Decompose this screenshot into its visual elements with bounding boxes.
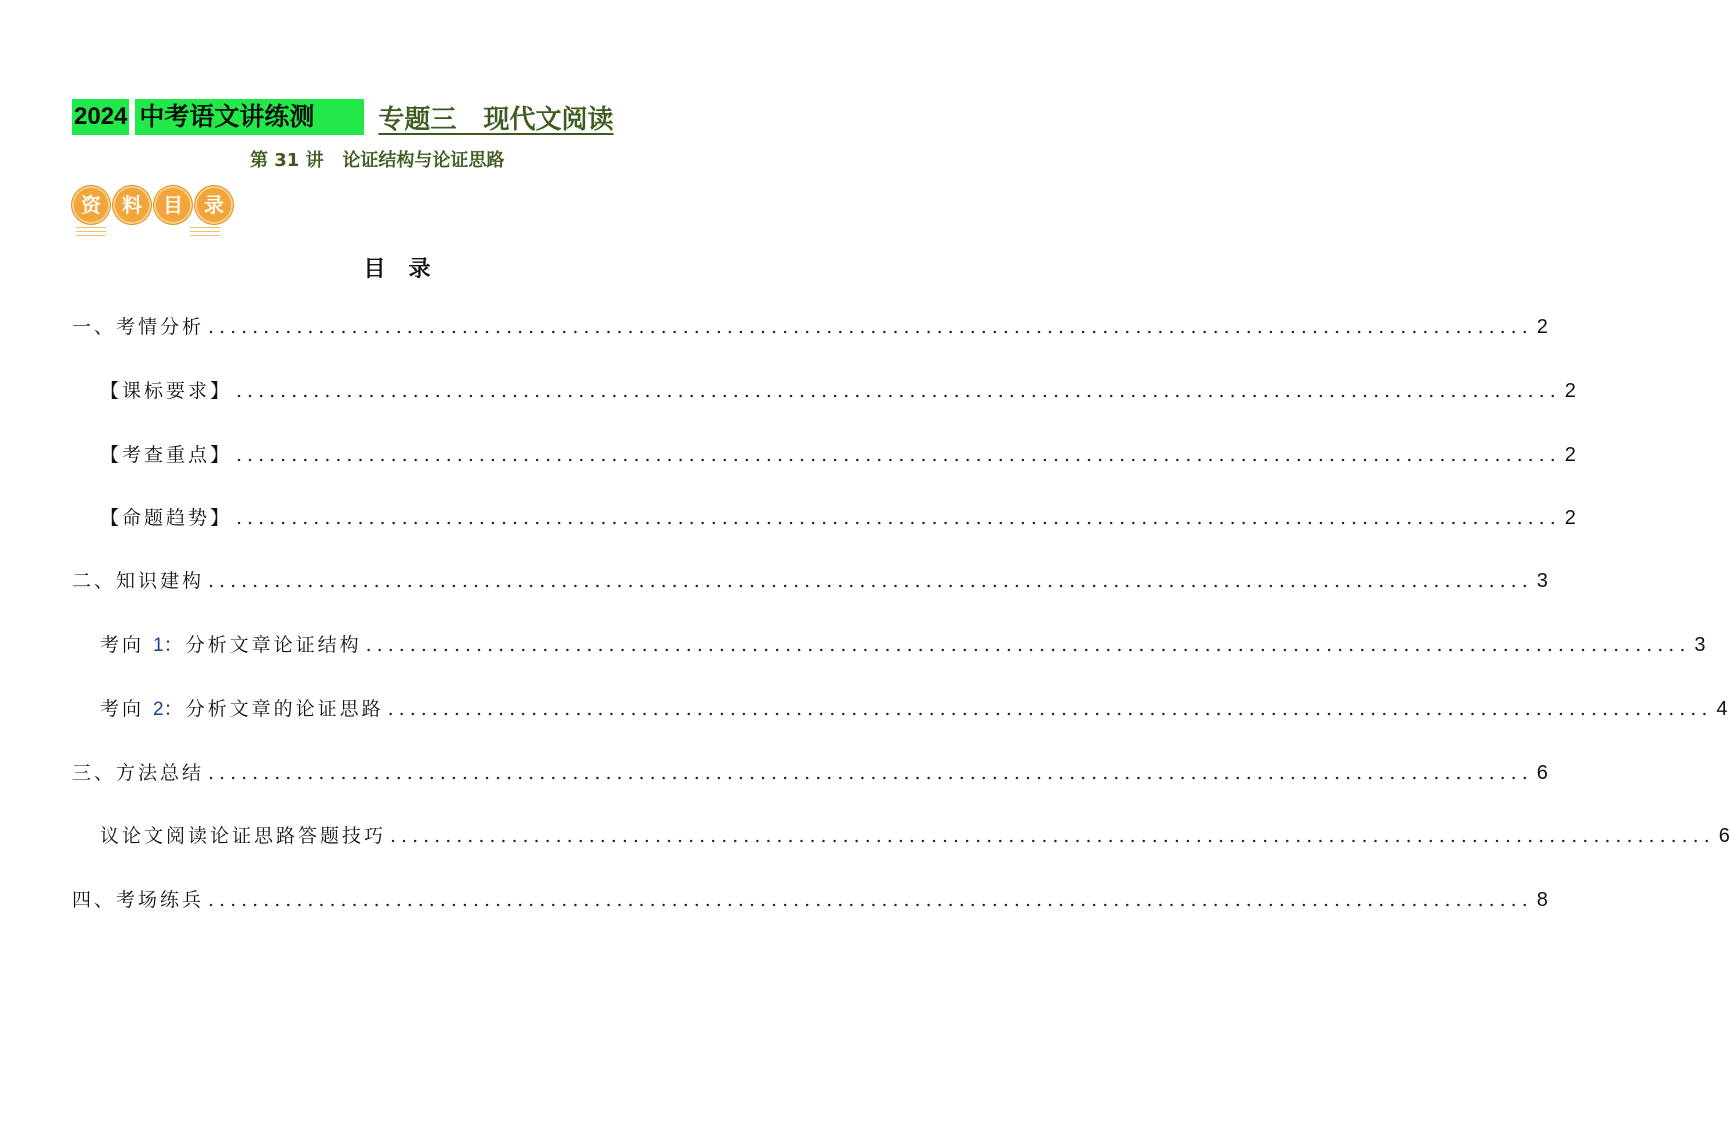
toc-entry-label: 考向 1：分析文章论证结构 (100, 634, 362, 656)
toc-entry-label: 二、知识建构 (72, 570, 205, 592)
toc-entry[interactable] (100, 694, 1728, 724)
lecture-title: 第 31 讲 论证结构与论证思路 (250, 150, 505, 171)
toc-leader-dots: ........................................................................................................................ (208, 570, 1533, 592)
badge-char: 料 (113, 186, 151, 224)
toc-leader-dots: ........................................................................................................................ (236, 380, 1561, 402)
toc-entry[interactable] (72, 312, 1548, 342)
toc-entry-page: 8 (1536, 889, 1548, 911)
badge-char: 录 (195, 186, 233, 224)
toc-entry-page: 2 (1564, 444, 1576, 466)
badge-char: 资 (72, 186, 110, 224)
toc-leader-dots: ........................................................................................................................ (387, 698, 1713, 720)
toc-entry[interactable] (100, 821, 1730, 851)
toc-entry-page: 6 (1718, 825, 1730, 847)
toc-entry-label: 四、考场练兵 (72, 889, 205, 911)
toc-entry[interactable] (72, 566, 1548, 596)
toc-title: 目 录 (363, 256, 431, 282)
toc-entry-page: 6 (1536, 762, 1548, 784)
toc-entry-page: 3 (1536, 570, 1548, 592)
toc-leader-dots: ........................................................................................................................ (208, 316, 1533, 338)
header-course: 中考语文讲练测 (135, 99, 364, 135)
toc-entry[interactable] (100, 630, 1706, 660)
badge-underline (72, 227, 226, 235)
toc-leader-dots: ........................................................................................................................ (236, 507, 1561, 529)
toc-entry[interactable] (100, 503, 1576, 533)
toc-entry-label: 【考查重点】 (100, 444, 233, 466)
toc-entry-page: 2 (1564, 507, 1576, 529)
toc-entry-page: 2 (1536, 316, 1548, 338)
toc-entry-page: 2 (1564, 380, 1576, 402)
header-topic: 专题三 现代文阅读 (378, 104, 614, 135)
toc-entry-label: 三、方法总结 (72, 762, 205, 784)
document-header (72, 98, 614, 136)
toc-leader-dots: ........................................................................................................................ (365, 634, 1691, 656)
toc-entry-label: 考向 2：分析文章的论证思路 (100, 698, 384, 720)
toc-entry[interactable] (100, 440, 1576, 470)
toc-entry[interactable] (100, 376, 1576, 406)
toc-entry-label: 一、考情分析 (72, 316, 205, 338)
toc-entry-page: 3 (1694, 634, 1706, 656)
toc-leader-dots: ........................................................................................................................ (208, 889, 1533, 911)
toc-entry[interactable] (72, 758, 1548, 788)
badge-char: 目 (154, 186, 192, 224)
toc-entry-page: 4 (1716, 698, 1728, 720)
toc-entry-label: 议论文阅读论证思路答题技巧 (100, 825, 387, 847)
toc-leader-dots: ........................................................................................................................ (236, 444, 1561, 466)
toc-leader-dots: ........................................................................................................................ (390, 825, 1715, 847)
toc-entry-label: 【命题趋势】 (100, 507, 233, 529)
toc-entry-label: 【课标要求】 (100, 380, 233, 402)
toc-entry[interactable] (72, 885, 1548, 915)
toc-leader-dots: ........................................................................................................................ (208, 762, 1533, 784)
contents-badge (72, 186, 233, 224)
header-year: 2024 (72, 99, 129, 135)
